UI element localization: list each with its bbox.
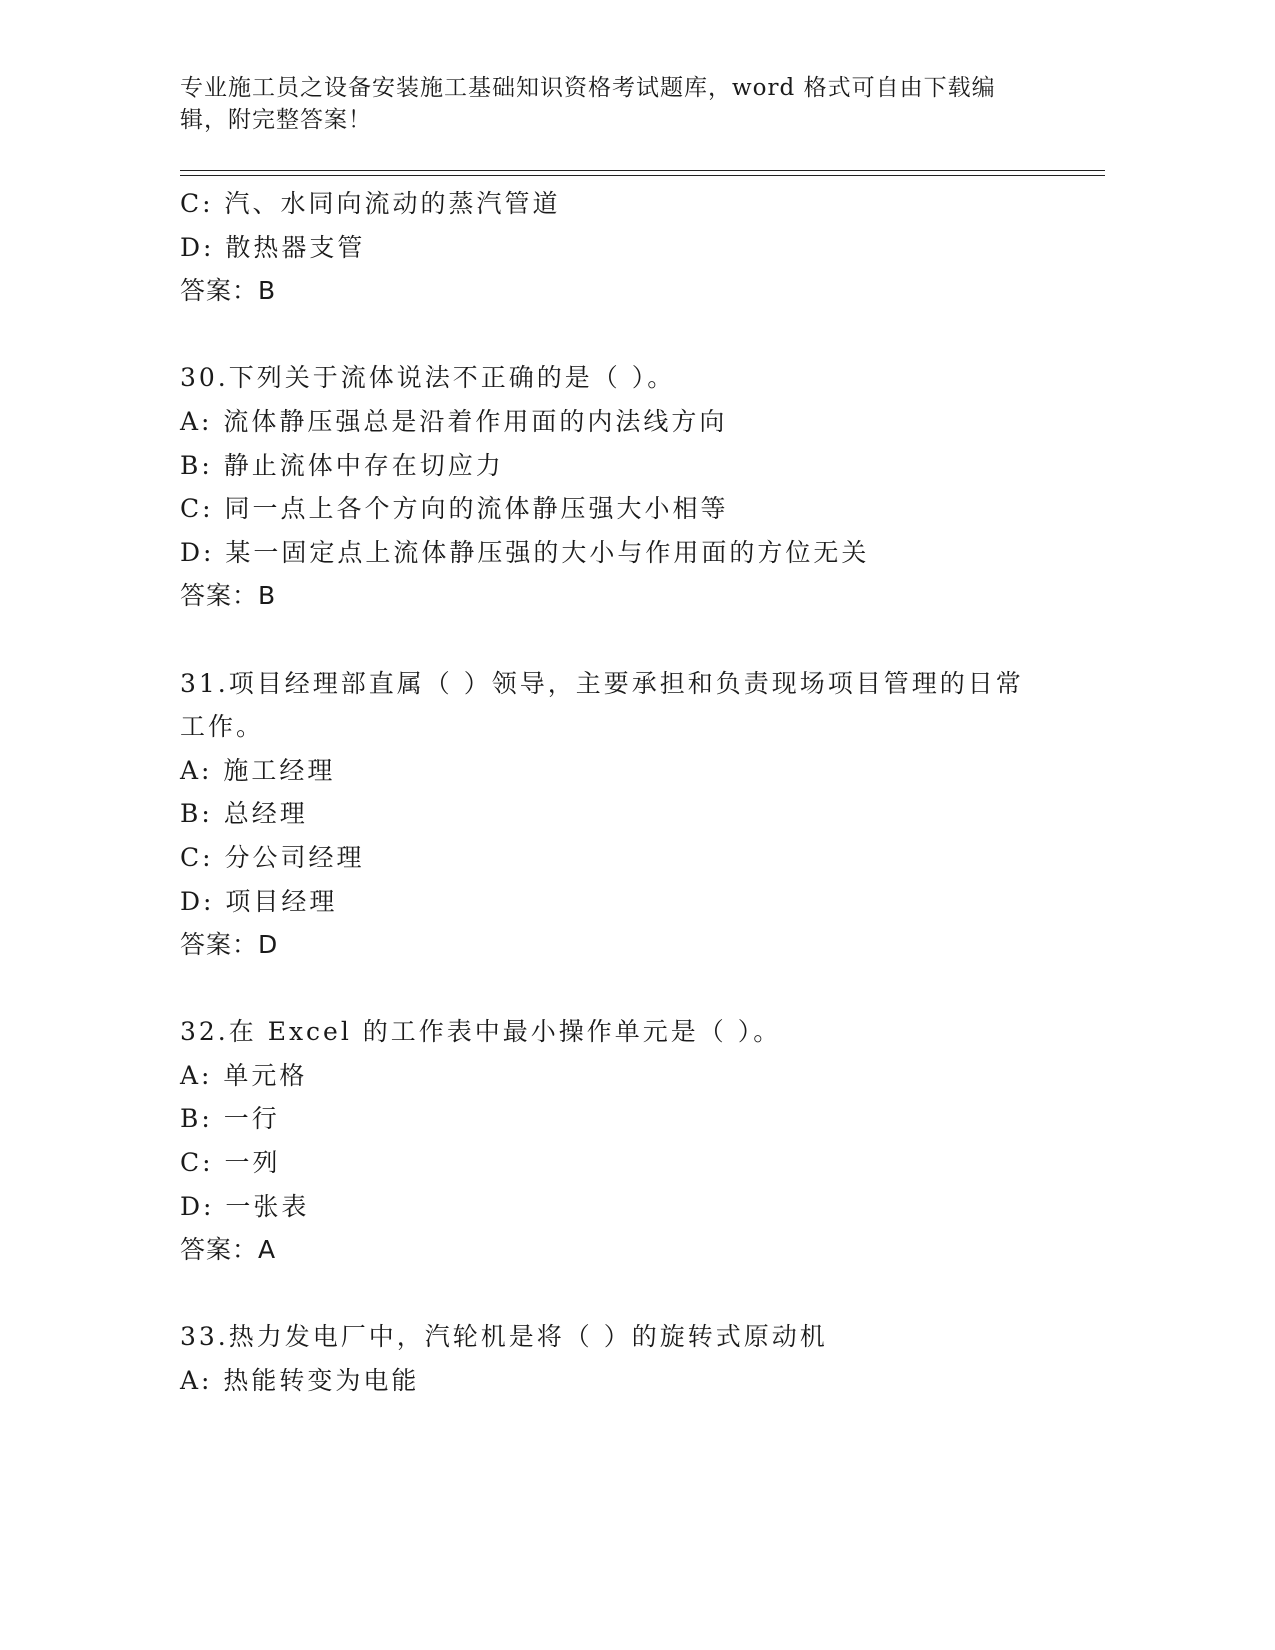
option-c: C: 一列 — [180, 1148, 281, 1178]
option-c: C: 同一点上各个方向的流体静压强大小相等 — [180, 494, 729, 524]
option-c: C: 分公司经理 — [180, 842, 365, 872]
option-a: A: 施工经理 — [180, 755, 336, 785]
option-a: A: 热能转变为电能 — [180, 1366, 420, 1396]
option-b: B: 静止流体中存在切应力 — [180, 450, 504, 480]
option-b: B: 总经理 — [180, 799, 308, 829]
question-33 — [180, 1315, 1080, 1402]
spacer — [180, 967, 1080, 1011]
answer-line: 答案：D — [180, 930, 279, 960]
question-stem: 31.项目经理部直属（ ）领导，主要承担和负责现场项目管理的日常工作。 — [180, 668, 1024, 742]
option-d: D: 散热器支管 — [180, 232, 366, 262]
question-31 — [180, 662, 1080, 967]
option-d: D: 某一固定点上流体静压强的大小与作用面的方位无关 — [180, 537, 870, 567]
question-32 — [180, 1010, 1080, 1272]
document-header: 专业施工员之设备安装施工基础知识资格考试题库，word 格式可自由下载编辑，附完整答案！ — [180, 75, 996, 133]
question-stem: 32.在 Excel 的工作表中最小操作单元是（ ）。 — [180, 1017, 782, 1047]
spacer — [180, 1272, 1080, 1316]
option-a: A: 单元格 — [180, 1060, 308, 1090]
answer-line: 答案：B — [180, 581, 277, 611]
answer-line: 答案：A — [180, 1235, 277, 1265]
question-29-continued — [180, 182, 1080, 313]
option-a: A: 流体静压强总是沿着作用面的内法线方向 — [180, 406, 728, 436]
question-stem: 30.下列关于流体说法不正确的是（ ）。 — [180, 363, 676, 393]
option-c: C: 汽、水同向流动的蒸汽管道 — [180, 189, 561, 218]
spacer — [180, 313, 1080, 357]
question-30 — [180, 356, 1080, 618]
question-list — [180, 182, 1080, 1403]
option-d: D: 项目经理 — [180, 886, 338, 916]
option-b: B: 一行 — [180, 1104, 280, 1134]
header-divider-bottom — [180, 175, 1105, 176]
header-divider-top — [180, 170, 1105, 171]
question-stem: 33.热力发电厂中，汽轮机是将（ ）的旋转式原动机 — [180, 1322, 828, 1352]
option-d: D: 一张表 — [180, 1191, 310, 1221]
spacer — [180, 618, 1080, 662]
answer-line: 答案：B — [180, 276, 277, 306]
